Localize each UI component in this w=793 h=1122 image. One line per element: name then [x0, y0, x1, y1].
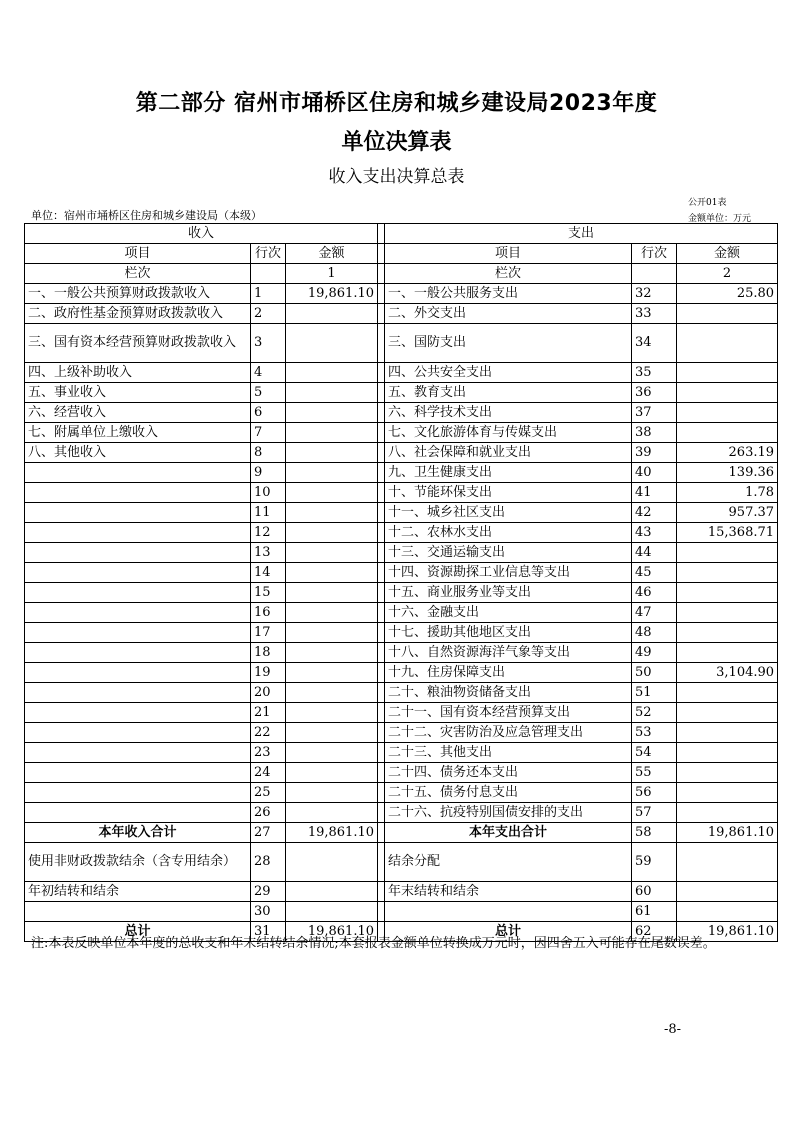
income-amount-cell — [286, 304, 378, 324]
income-amount-header: 金额 — [286, 244, 378, 264]
expense-line-cell: 56 — [632, 783, 677, 803]
table-row — [25, 583, 778, 603]
income-line-cell: 10 — [251, 483, 286, 503]
income-item-cell: 四、上级补助收入 — [25, 363, 251, 383]
income-line-cell: 6 — [251, 403, 286, 423]
expense-line-cell: 37 — [632, 403, 677, 423]
income-line-cell: 9 — [251, 463, 286, 483]
income-line-cell: 18 — [251, 643, 286, 663]
table-row — [25, 324, 778, 363]
income-amount-cell — [286, 843, 378, 882]
income-item-cell: 本年收入合计 — [25, 823, 251, 843]
expense-amount-header: 金额 — [677, 244, 778, 264]
expense-item-cell: 九、卫生健康支出 — [385, 463, 632, 483]
expense-amount-cell — [677, 543, 778, 563]
expense-line-cell: 46 — [632, 583, 677, 603]
income-line-cell: 26 — [251, 803, 286, 823]
amount-unit: 金额单位：万元 — [688, 214, 752, 224]
form-number: 公开01表 — [688, 198, 727, 208]
page-number: -8- — [664, 1022, 682, 1037]
expense-item-cell: 十五、商业服务业等支出 — [385, 583, 632, 603]
expense-amount-cell — [677, 882, 778, 902]
expense-header: 支出 — [385, 224, 778, 244]
table-row — [25, 823, 778, 843]
table-row — [25, 363, 778, 383]
column-gap — [378, 623, 385, 643]
income-line-cell: 3 — [251, 324, 286, 363]
expense-amount-cell: 19,861.10 — [677, 922, 778, 942]
income-amount-cell — [286, 543, 378, 563]
expense-item-cell: 十二、农林水支出 — [385, 523, 632, 543]
income-item-cell — [25, 803, 251, 823]
income-item-cell — [25, 523, 251, 543]
table-row — [25, 843, 778, 882]
expense-item-cell: 二十二、灾害防治及应急管理支出 — [385, 723, 632, 743]
income-line-cell: 31 — [251, 922, 286, 942]
column-gap — [378, 843, 385, 882]
income-item-cell: 八、其他收入 — [25, 443, 251, 463]
income-line-cell: 2 — [251, 304, 286, 324]
expense-line-cell: 62 — [632, 922, 677, 942]
document-title-line2: 单位决算表 — [341, 130, 452, 155]
budget-table — [24, 223, 778, 942]
expense-amount-cell — [677, 643, 778, 663]
income-item-cell — [25, 603, 251, 623]
table-row — [25, 403, 778, 423]
income-amount-cell — [286, 503, 378, 523]
income-item-cell: 使用非财政拨款结余（含专用结余） — [25, 843, 251, 882]
expense-amount-cell: 15,368.71 — [677, 523, 778, 543]
table-row — [25, 563, 778, 583]
income-line-cell: 28 — [251, 843, 286, 882]
expense-line-cell: 58 — [632, 823, 677, 843]
column-gap — [378, 284, 385, 304]
expense-item-cell: 八、社会保障和就业支出 — [385, 443, 632, 463]
income-column-number: 1 — [286, 264, 378, 284]
expense-amount-cell: 3,104.90 — [677, 663, 778, 683]
expense-item-cell — [385, 902, 632, 922]
table-row — [25, 523, 778, 543]
income-item-cell: 总计 — [25, 922, 251, 942]
income-line-cell: 7 — [251, 423, 286, 443]
income-line-cell: 14 — [251, 563, 286, 583]
income-line-cell: 12 — [251, 523, 286, 543]
column-gap — [378, 483, 385, 503]
column-gap — [378, 503, 385, 523]
column-gap — [378, 803, 385, 823]
expense-item-cell: 十八、自然资源海洋气象等支出 — [385, 643, 632, 663]
income-column-label: 栏次 — [25, 264, 251, 284]
income-amount-cell — [286, 523, 378, 543]
column-gap — [378, 543, 385, 563]
column-gap — [378, 603, 385, 623]
table-row — [25, 623, 778, 643]
expense-item-cell: 三、国防支出 — [385, 324, 632, 363]
table-row — [25, 503, 778, 523]
income-amount-cell — [286, 902, 378, 922]
expense-line-cell: 60 — [632, 882, 677, 902]
income-line-cell: 25 — [251, 783, 286, 803]
income-line-header: 行次 — [251, 244, 286, 264]
income-amount-cell — [286, 583, 378, 603]
expense-item-cell: 十四、资源勘探工业信息等支出 — [385, 563, 632, 583]
income-amount-cell: 19,861.10 — [286, 284, 378, 304]
expense-line-header: 行次 — [632, 244, 677, 264]
expense-amount-cell: 957.37 — [677, 503, 778, 523]
table-row — [25, 304, 778, 324]
column-gap — [378, 683, 385, 703]
income-amount-cell — [286, 563, 378, 583]
column-gap — [378, 264, 385, 284]
expense-amount-cell: 19,861.10 — [677, 823, 778, 843]
expense-line-cell: 41 — [632, 483, 677, 503]
expense-amount-cell — [677, 603, 778, 623]
column-gap — [378, 563, 385, 583]
income-amount-cell — [286, 763, 378, 783]
column-gap — [378, 244, 385, 264]
table-row — [25, 284, 778, 304]
table-row — [25, 763, 778, 783]
income-amount-cell — [286, 324, 378, 363]
income-amount-cell — [286, 423, 378, 443]
income-amount-cell: 19,861.10 — [286, 922, 378, 942]
income-item-cell: 三、国有资本经营预算财政拨款收入 — [25, 324, 251, 363]
income-line-cell: 24 — [251, 763, 286, 783]
expense-item-cell: 二、外交支出 — [385, 304, 632, 324]
income-line-cell: 23 — [251, 743, 286, 763]
expense-line-cell: 38 — [632, 423, 677, 443]
income-line-cell: 21 — [251, 703, 286, 723]
expense-amount-cell — [677, 723, 778, 743]
income-amount-cell — [286, 723, 378, 743]
table-row — [25, 723, 778, 743]
expense-item-cell: 本年支出合计 — [385, 823, 632, 843]
column-gap — [378, 463, 385, 483]
expense-item-cell: 二十四、债务还本支出 — [385, 763, 632, 783]
expense-item-cell: 十六、金融支出 — [385, 603, 632, 623]
income-item-cell — [25, 503, 251, 523]
income-line-cell: 11 — [251, 503, 286, 523]
income-item-cell — [25, 783, 251, 803]
income-amount-cell — [286, 603, 378, 623]
income-line-cell: 30 — [251, 902, 286, 922]
expense-amount-cell — [677, 324, 778, 363]
income-amount-cell — [286, 743, 378, 763]
table-row — [25, 483, 778, 503]
expense-line-cell: 61 — [632, 902, 677, 922]
table-row — [25, 603, 778, 623]
income-amount-cell — [286, 463, 378, 483]
income-amount-cell — [286, 882, 378, 902]
expense-amount-cell — [677, 383, 778, 403]
income-item-cell — [25, 623, 251, 643]
expense-item-cell: 二十六、抗疫特别国债安排的支出 — [385, 803, 632, 823]
income-amount-cell — [286, 803, 378, 823]
expense-item-cell: 结余分配 — [385, 843, 632, 882]
income-item-cell — [25, 703, 251, 723]
expense-line-cell: 55 — [632, 763, 677, 783]
expense-line-cell: 51 — [632, 683, 677, 703]
expense-column-number: 2 — [677, 264, 778, 284]
income-item-cell — [25, 663, 251, 683]
expense-item-cell: 二十三、其他支出 — [385, 743, 632, 763]
expense-item-cell: 二十、粮油物资储备支出 — [385, 683, 632, 703]
income-line-cell: 17 — [251, 623, 286, 643]
column-gap — [378, 823, 385, 843]
table-row — [25, 783, 778, 803]
expense-line-cell: 59 — [632, 843, 677, 882]
income-item-cell — [25, 463, 251, 483]
income-item-cell — [25, 483, 251, 503]
income-item-cell: 五、事业收入 — [25, 383, 251, 403]
income-line-cell: 4 — [251, 363, 286, 383]
expense-line-cell: 52 — [632, 703, 677, 723]
income-item-cell: 二、政府性基金预算财政拨款收入 — [25, 304, 251, 324]
income-line-cell: 19 — [251, 663, 286, 683]
income-line-cell: 1 — [251, 284, 286, 304]
expense-amount-cell — [677, 623, 778, 643]
column-gap — [378, 403, 385, 423]
column-gap — [378, 324, 385, 363]
income-line-cell: 22 — [251, 723, 286, 743]
income-item-cell: 七、附属单位上缴收入 — [25, 423, 251, 443]
income-amount-cell — [286, 363, 378, 383]
expense-amount-cell — [677, 583, 778, 603]
expense-amount-cell — [677, 783, 778, 803]
income-item-cell — [25, 563, 251, 583]
expense-item-cell: 十七、援助其他地区支出 — [385, 623, 632, 643]
expense-item-cell: 总计 — [385, 922, 632, 942]
expense-item-cell: 十一、城乡社区支出 — [385, 503, 632, 523]
income-amount-cell — [286, 783, 378, 803]
column-gap — [378, 423, 385, 443]
column-gap — [378, 443, 385, 463]
expense-line-cell: 40 — [632, 463, 677, 483]
income-line-cell: 27 — [251, 823, 286, 843]
table-row — [25, 643, 778, 663]
document-title: 第二部分 宿州市埇桥区住房和城乡建设局2023年度 — [135, 91, 658, 116]
table-row — [25, 743, 778, 763]
expense-item-cell: 十三、交通运输支出 — [385, 543, 632, 563]
table-row — [25, 383, 778, 403]
table-row — [25, 423, 778, 443]
expense-item-header: 项目 — [385, 244, 632, 264]
column-gap — [378, 723, 385, 743]
expense-item-cell: 一、一般公共服务支出 — [385, 284, 632, 304]
expense-amount-cell — [677, 703, 778, 723]
table-row — [25, 902, 778, 922]
column-gap — [378, 902, 385, 922]
column-gap — [378, 783, 385, 803]
column-gap — [378, 583, 385, 603]
income-item-cell — [25, 763, 251, 783]
expense-item-cell: 四、公共安全支出 — [385, 363, 632, 383]
income-amount-cell: 19,861.10 — [286, 823, 378, 843]
expense-item-cell: 二十五、债务付息支出 — [385, 783, 632, 803]
table-row — [25, 683, 778, 703]
column-header-row — [25, 244, 778, 264]
expense-line-cell: 44 — [632, 543, 677, 563]
column-gap — [378, 383, 385, 403]
income-item-cell — [25, 643, 251, 663]
expense-column-label: 栏次 — [385, 264, 632, 284]
expense-item-cell: 年末结转和结余 — [385, 882, 632, 902]
income-line-cell: 5 — [251, 383, 286, 403]
column-gap — [378, 363, 385, 383]
expense-line-cell: 43 — [632, 523, 677, 543]
expense-amount-cell: 1.78 — [677, 483, 778, 503]
income-item-cell — [25, 543, 251, 563]
table-row — [25, 703, 778, 723]
expense-line-cell: 53 — [632, 723, 677, 743]
expense-line-cell: 33 — [632, 304, 677, 324]
expense-line-cell: 39 — [632, 443, 677, 463]
expense-line-cell: 45 — [632, 563, 677, 583]
section-header-row — [25, 224, 778, 244]
table-row — [25, 663, 778, 683]
income-amount-cell — [286, 483, 378, 503]
expense-amount-cell — [677, 304, 778, 324]
column-gap — [378, 643, 385, 663]
column-gap — [378, 882, 385, 902]
column-gap — [378, 763, 385, 783]
income-item-cell — [25, 583, 251, 603]
income-amount-cell — [286, 383, 378, 403]
expense-amount-cell — [677, 423, 778, 443]
expense-line-cell: 47 — [632, 603, 677, 623]
expense-amount-cell — [677, 743, 778, 763]
income-line-cell: 20 — [251, 683, 286, 703]
income-item-cell — [25, 723, 251, 743]
expense-amount-cell: 139.36 — [677, 463, 778, 483]
expense-line-cell: 57 — [632, 803, 677, 823]
income-line-cell: 13 — [251, 543, 286, 563]
empty-cell — [251, 264, 286, 284]
income-header: 收入 — [25, 224, 378, 244]
income-amount-cell — [286, 443, 378, 463]
income-amount-cell — [286, 403, 378, 423]
column-gap — [378, 703, 385, 723]
income-item-cell — [25, 902, 251, 922]
income-item-cell — [25, 683, 251, 703]
table-row — [25, 882, 778, 902]
expense-item-cell: 十九、住房保障支出 — [385, 663, 632, 683]
expense-item-cell: 二十一、国有资本经营预算支出 — [385, 703, 632, 723]
column-number-row — [25, 264, 778, 284]
table-row — [25, 543, 778, 563]
expense-line-cell: 48 — [632, 623, 677, 643]
expense-line-cell: 54 — [632, 743, 677, 763]
expense-amount-cell — [677, 683, 778, 703]
column-gap — [378, 304, 385, 324]
expense-line-cell: 49 — [632, 643, 677, 663]
column-gap — [378, 743, 385, 763]
expense-item-cell: 十、节能环保支出 — [385, 483, 632, 503]
column-gap — [378, 663, 385, 683]
expense-amount-cell: 25.80 — [677, 284, 778, 304]
income-amount-cell — [286, 663, 378, 683]
expense-amount-cell — [677, 563, 778, 583]
column-gap — [378, 224, 385, 244]
income-amount-cell — [286, 643, 378, 663]
column-gap — [378, 523, 385, 543]
expense-item-cell: 七、文化旅游体育与传媒支出 — [385, 423, 632, 443]
expense-amount-cell — [677, 902, 778, 922]
table-row — [25, 803, 778, 823]
table-row — [25, 463, 778, 483]
table-row — [25, 443, 778, 463]
expense-amount-cell — [677, 843, 778, 882]
income-item-cell: 年初结转和结余 — [25, 882, 251, 902]
income-item-cell: 一、一般公共预算财政拨款收入 — [25, 284, 251, 304]
expense-line-cell: 50 — [632, 663, 677, 683]
income-item-cell — [25, 743, 251, 763]
expense-amount-cell — [677, 403, 778, 423]
expense-line-cell: 34 — [632, 324, 677, 363]
income-line-cell: 16 — [251, 603, 286, 623]
expense-line-cell: 42 — [632, 503, 677, 523]
expense-line-cell: 32 — [632, 284, 677, 304]
income-amount-cell — [286, 683, 378, 703]
empty-cell — [632, 264, 677, 284]
expense-item-cell: 五、教育支出 — [385, 383, 632, 403]
expense-amount-cell — [677, 763, 778, 783]
income-line-cell: 29 — [251, 882, 286, 902]
expense-line-cell: 36 — [632, 383, 677, 403]
income-line-cell: 8 — [251, 443, 286, 463]
income-line-cell: 15 — [251, 583, 286, 603]
expense-amount-cell — [677, 363, 778, 383]
footnote: 注:本表反映单位本年度的总收支和年末结转结余情况;本套报表金额单位转换成万元时，因四舍五入可能存在尾数误差。 — [31, 936, 716, 951]
income-item-cell: 六、经营收入 — [25, 403, 251, 423]
income-amount-cell — [286, 703, 378, 723]
expense-amount-cell: 263.19 — [677, 443, 778, 463]
income-amount-cell — [286, 623, 378, 643]
unit-label: 单位：宿州市埇桥区住房和城乡建设局（本级） — [31, 209, 262, 222]
table-title: 收入支出决算总表 — [328, 167, 465, 187]
expense-amount-cell — [677, 803, 778, 823]
income-item-header: 项目 — [25, 244, 251, 264]
expense-line-cell: 35 — [632, 363, 677, 383]
expense-item-cell: 六、科学技术支出 — [385, 403, 632, 423]
